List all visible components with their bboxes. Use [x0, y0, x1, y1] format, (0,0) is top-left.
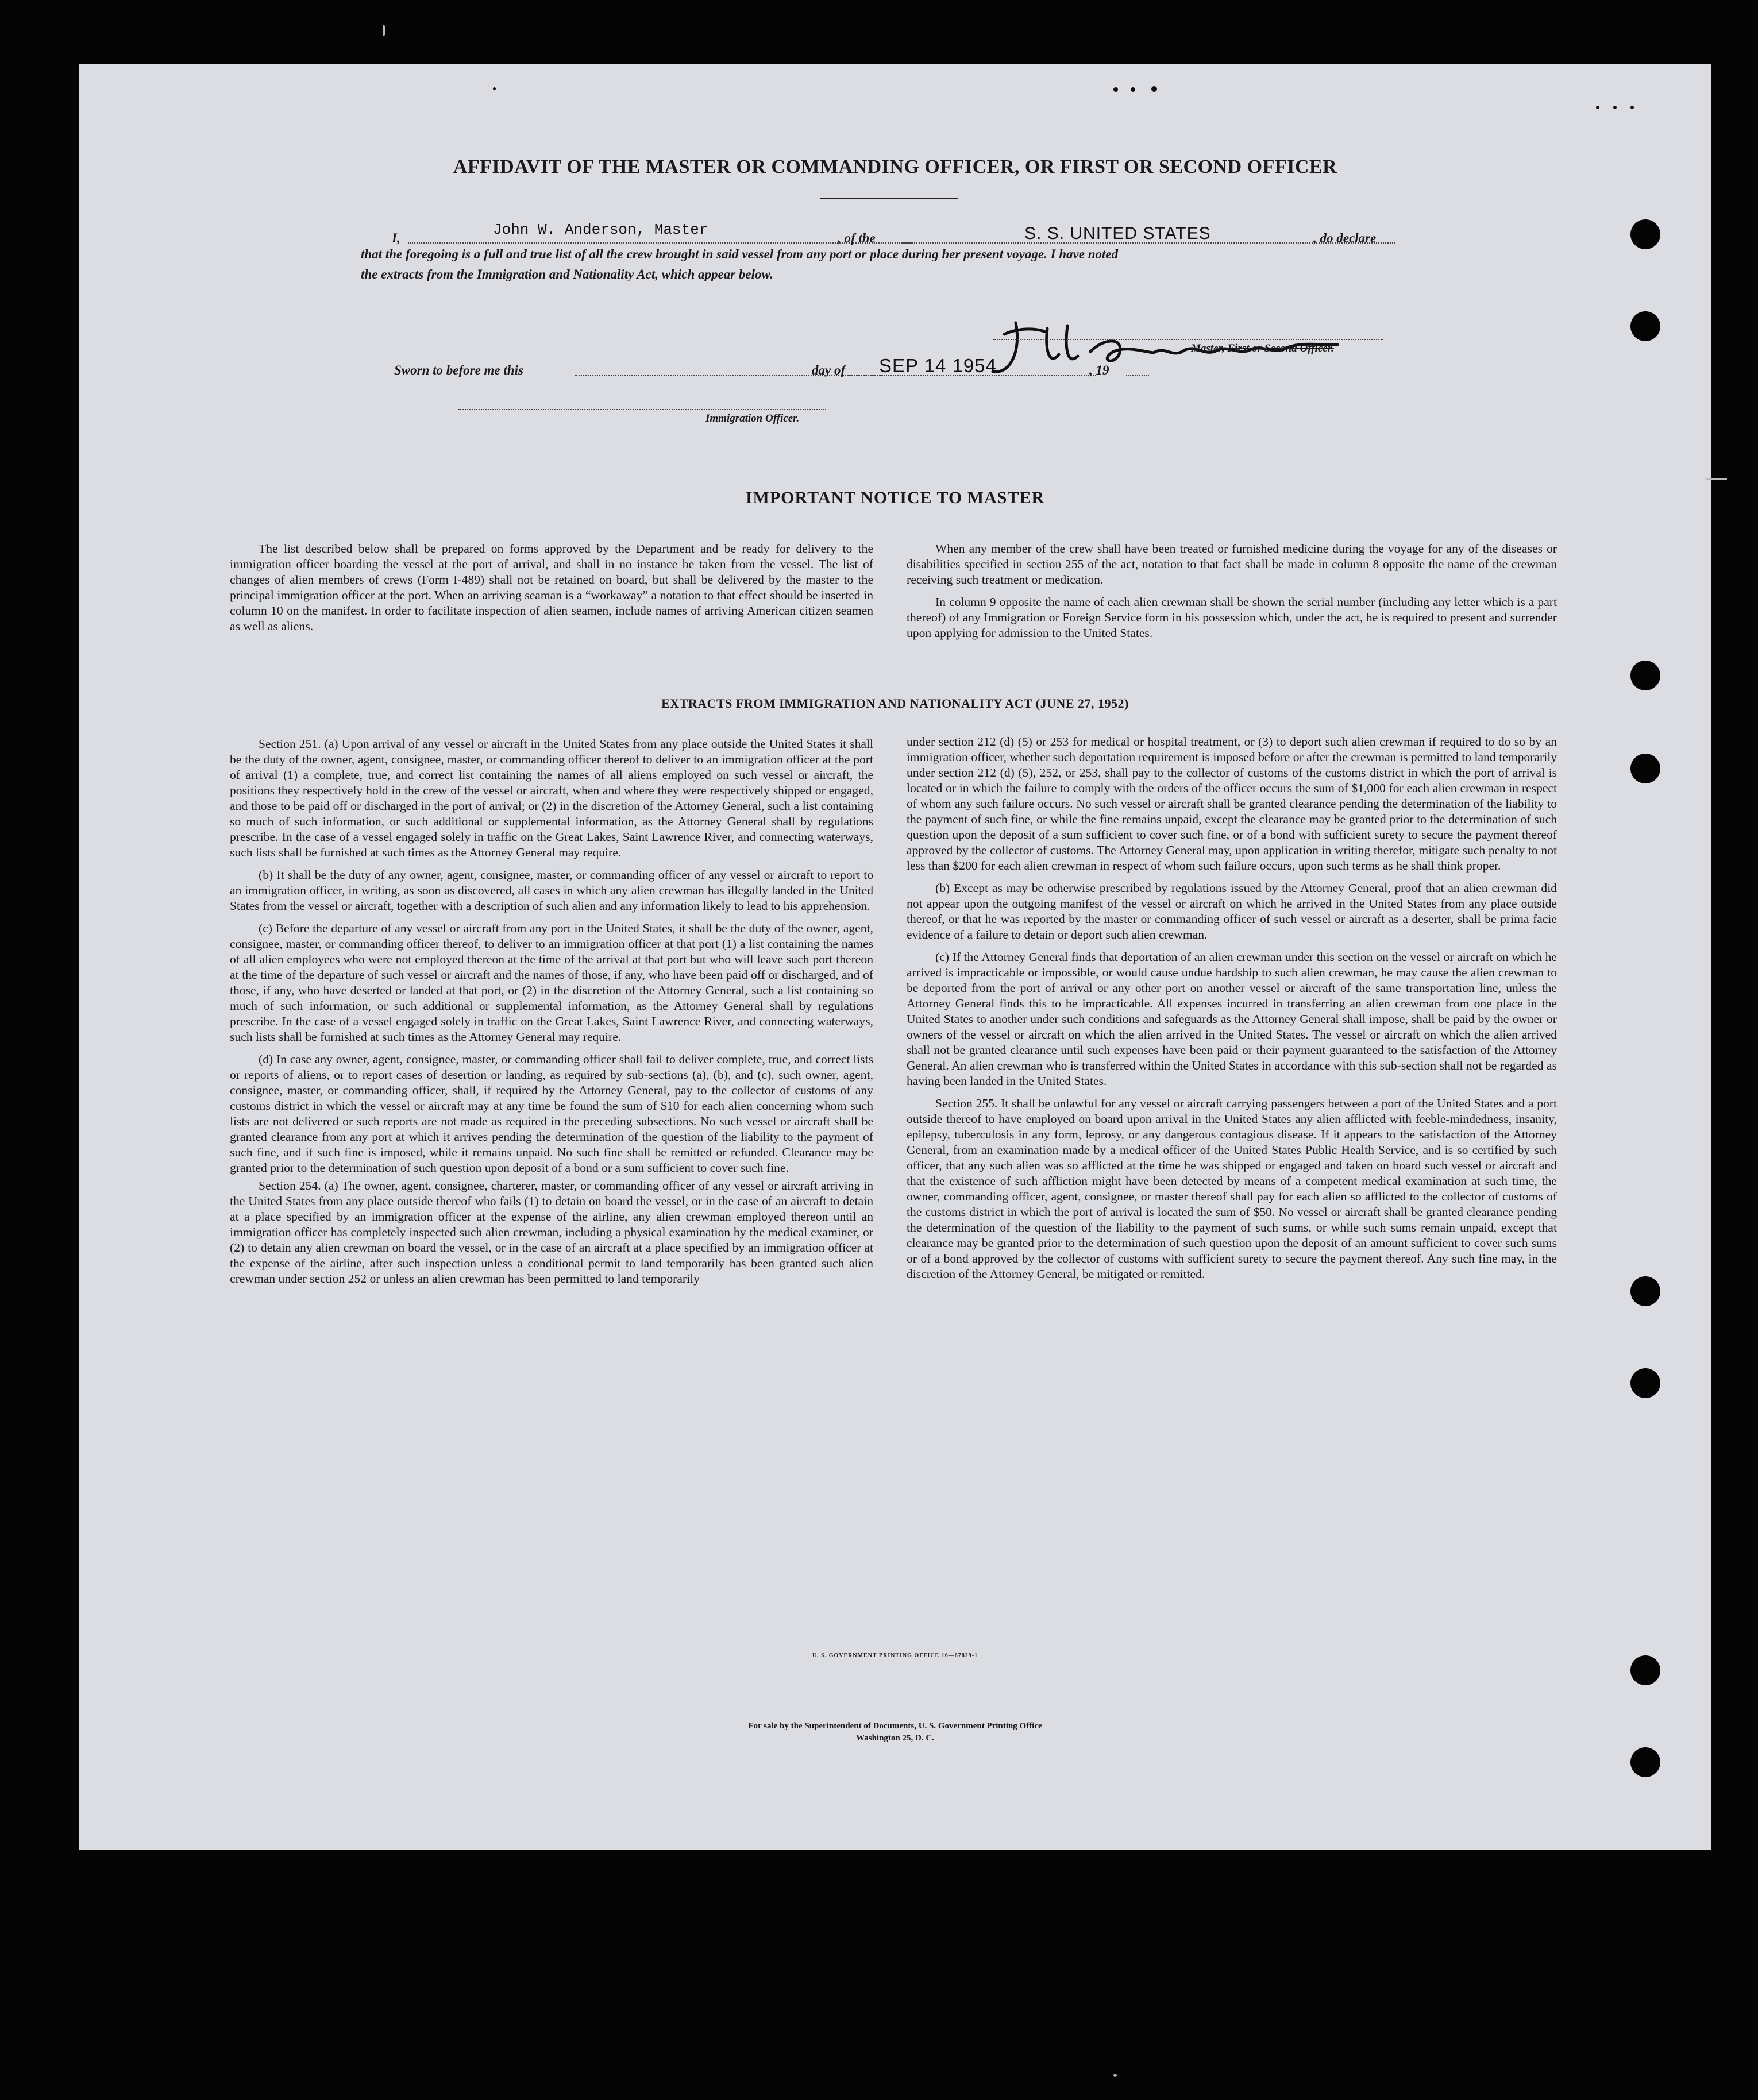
sworn-label: Sworn to before me this [394, 363, 523, 377]
speck [1113, 2074, 1117, 2077]
date-stamp: SEP 14 1954 [879, 355, 997, 376]
extract-paragraph: (b) Except as may be otherwise prescribed by regulations issued by the Attorney General, proof that an alien crewman did not appear upon the outgoing manifest of the vessel or aircraft on which he arrived in the United States from any place outside thereof, or that he was reported by the master or commanding officer of such vessel or aircraft as a deserter, shall be prima facie evidence of a failure to detain or deport such alien crewman. [907, 881, 1557, 941]
punch-hole [1630, 1655, 1660, 1685]
master-name: John W. Anderson, Master [493, 221, 708, 238]
sale-line-2: Washington 25, D. C. [856, 1734, 934, 1743]
speck [1596, 106, 1599, 109]
i-label: I, [392, 231, 400, 245]
year-label: , 19 [1089, 363, 1109, 377]
extract-paragraph: under section 212 (d) (5) or 253 for medical or hospital treatment, or (3) to deport such alien crewman if required to do so by an immigration officer, whether such deportation requirement is imposed before or after the crewman is permitted to land temporarily under section 212 (d) (5), 252, or 253, shall pay to the collector of customs of the customs district in which the port of arrival is located or in which the failure to comply with the orders of the officer occurs the sum of $1,000 for each alien crewman in respect of whom any such failure occurs. No such vessel or aircraft shall be granted clearance pending the determination of the liability to the payment of such fine, or while the fine remains unpaid, except the clearance may be granted prior to the determination of such question upon the deposit of a sum sufficient to cover such fine, or of a bond with sufficient surety to secure the payment thereof approved by the collector of customs. The Attorney General may, upon application in writing therefor, mitigate such penalty to not less than $200 for each alien crewman in respect of whom such failure occurs, upon such terms as he shall think proper. [907, 735, 1557, 873]
declaration-line-1: that the foregoing is a full and true list of all the crew brought in said vessel from any port or place during her present voyage. I have noted [361, 247, 1119, 261]
punch-hole [1630, 311, 1660, 341]
printing-office-line: U. S. GOVERNMENT PRINTING OFFICE 16—67829-1 [812, 1653, 978, 1659]
punch-hole [1630, 219, 1660, 249]
extract-paragraph: (d) In case any owner, agent, consignee, master, or commanding officer shall fail to deliver complete, true, and correct lists or reports of aliens, or to report cases of desertion or landing, as required by sub-sections (a), (b), and (c), such owner, agent, consignee, master, or commanding officer, shall, if required by the Attorney General, pay to the collector of customs of any customs district in which the vessel or aircraft may at any time be found the sum of $10 for each alien concerning whom such lists are not delivered or such reports are not made as required in the preceding subsections. No such vessel or aircraft shall be granted clearance from any port at which it arrives pending the determination of the question of the liability to the payment of such fine, and if such fine is imposed, while it remains unpaid. No such fine shall be remitted or refunded. Clearance may be granted prior to the determination of such question upon deposit of a bond or a sum sufficient to cover such fine. [230, 1052, 873, 1175]
extracts-right-column [907, 734, 1557, 1282]
sale-line-1: For sale by the Superintendent of Documents, U. S. Government Printing Office [748, 1721, 1042, 1731]
extract-paragraph: (c) If the Attorney General finds that deportation of an alien crewman under this section on the vessel or aircraft on which he arrived is impracticable or impossible, or would cause undue hardship to such alien crewman, he may cause the alien crewman to be deported from the port of arrival or any other port on another vessel or aircraft of the same transportation line, unless the Attorney General finds this to be impracticable. All expenses incurred in transferring an alien crewman from one place in the United States to another under such conditions and safeguards as the Attorney General shall impose, shall be paid by the owner or owners of the vessel or aircraft on which the alien arrived in the United States. The vessel or aircraft on which the alien arrived shall not be granted clearance until such expenses have been paid or their payment guaranteed to the satisfaction of the Attorney General. An alien crewman who is transferred within the United States in accordance with this sub-section shall not be regarded as having been landed in the United States. [907, 950, 1557, 1088]
extract-paragraph: (c) Before the departure of any vessel or aircraft from any port in the United States, it shall be the duty of the owner, agent, consignee, master, or commanding officer thereof, to deliver to an immigration officer at that port (1) a list containing the names of all alien employees who were not employed thereon at the time of the arrival at that port but who will leave such port thereon at the time of the departure of such vessel or aircraft and the names of those, if any, who have been paid off or discharged, and of those, if any, who have deserted or landed at that port, or (2) in the discretion of the Attorney General, such a list containing so much of such information, or such additional or supplemental information, as the Attorney General shall by regulations prescribe. In the case of a vessel engaged solely in traffic on the Great Lakes, Saint Lawrence River, and connecting waterways, such lists shall be furnished at such times as the Attorney General may require. [230, 921, 873, 1044]
extract-paragraph: (b) It shall be the duty of any owner, agent, consignee, master, or commanding officer of any vessel or aircraft to report to an immigration officer, in writing, as soon as discovered, all cases in which any alien crewman has illegally landed in the United States from the vessel or aircraft, together with a description of such alien and any information likely to lead to his apprehension. [230, 868, 873, 913]
speck [1113, 87, 1118, 92]
form-title: AFFIDAVIT OF THE MASTER OR COMMANDING OFFICER, OR FIRST OR SECOND OFFICER [453, 156, 1337, 177]
signature-role-struck: First or Second Officer. [1227, 342, 1334, 354]
notice-paragraph: When any member of the crew shall have been treated or furnished medicine during the voyage for any of the diseases or disabilities specified in section 255 of the act, notation to that fact shall be made in column 8 opposite the name of the crewman receiving such treatment or medication. [907, 542, 1557, 586]
speck [1630, 106, 1634, 109]
extract-paragraph: Section 254. (a) The owner, agent, consignee, charterer, master, or commanding officer of any vessel or aircraft arriving in the United States from any place outside thereof who fails (1) to detain on board the vessel, or in the case of an aircraft to detain at a place specified by an immigration officer at the expense of the airline, any alien crewman employed thereon until an immigration officer has completely inspected such alien crewman, including a physical examination by the medical examiner, or (2) to detain any alien crewman on board the vessel, or in the case of an aircraft at a place specified by an immigration officer at the expense of the airline, after such inspection unless a conditional permit to land temporarily has been granted such alien crewman under section 252 or unless an alien crewman has been permitted to land temporarily [230, 1179, 873, 1286]
punch-hole [1630, 754, 1660, 783]
notice-paragraph: The list described below shall be prepared on forms approved by the Department and be ready for delivery to the immigration officer boarding the vessel at the port of arrival, and shall in no instance be taken from the vessel. The list of changes of alien members of crews (Form I-489) shall not be retained on board, but shall be delivered by the master to the principal immigration officer at the port. When an arriving seaman is a “workaway” a notation to that effect should be inserted in column 10 on the manifest. In order to facilitate inspection of alien seamen, include names of arriving American citizen seamen as well as aliens. [230, 542, 873, 633]
speck [493, 87, 496, 90]
form-sheet [79, 64, 1711, 1850]
of-the-label: , of the [838, 231, 876, 245]
speck [1151, 86, 1157, 92]
signature-role [1191, 342, 1334, 355]
signature-role-printed: Master, [1191, 342, 1225, 354]
notice-heading: IMPORTANT NOTICE TO MASTER [745, 488, 1045, 507]
punch-hole [1630, 661, 1660, 690]
punch-hole [1630, 1747, 1660, 1777]
title-rule [820, 198, 958, 199]
speck [1613, 106, 1617, 109]
speck [1706, 478, 1727, 480]
punch-hole [1630, 1276, 1660, 1306]
notice-paragraph: In column 9 opposite the name of each alien crewman shall be shown the serial number (including any letter which is a part thereof) of any Immigration or Foreign Service form in his possession which, under the act, he is required to present and surrender upon applying for admission to the United States. [907, 595, 1557, 640]
vessel-name: S. S. UNITED STATES [1024, 224, 1211, 243]
signature-line [993, 339, 1383, 340]
notice-right-column [907, 541, 1557, 641]
extracts-left-column [230, 736, 873, 1287]
officer-label: Immigration Officer. [705, 412, 800, 424]
speck [1131, 87, 1135, 92]
extract-paragraph: Section 255. It shall be unlawful for any vessel or aircraft carrying passengers between a port of the United States and a port outside thereof to have employed on board upon arrival in the United States any alien afflicted with feeble-mindedness, insanity, epilepsy, tuberculosis in any form, leprosy, or any dangerous contagious disease. If it appears to the satisfaction of the Attorney General, from an examination made by a medical officer of the United States Public Health Service, and is so certified by such officer, that any such alien was so afflicted at the time he was shipped or engaged and taken on board such vessel or aircraft and that the existence of such affliction might have been detected by means of a competent medical examination at such time, the owner, commanding officer, agent, consignee, or master thereof shall pay for each alien so afflicted to the collector of customs of the customs district in which the port of arrival is located the sum of $50. No vessel or aircraft shall be granted clearance pending the determination of the question of the liability to the payment of such sums, or while such sums remain unpaid, except that clearance may be granted prior to the determination of such question upon the deposit of an amount sufficient to cover such sums or of a bond approved by the collector of customs with sufficient surety to secure the payment thereof. Any such fine may, in the discretion of the Attorney General, be mitigated or remitted. [907, 1097, 1557, 1281]
notice-left-column [230, 541, 873, 634]
extract-paragraph: Section 251. (a) Upon arrival of any vessel or aircraft in the United States from any place outside the United States it shall be the duty of the owner, agent, consignee, master, or commanding officer thereof to deliver to an immigration officer at the port of arrival (1) a complete, true, and correct list containing the names of all aliens employed on such vessel or aircraft, the positions they respectively hold in the crew of the vessel or aircraft, when and where they were respectively shipped or engaged, and those to be paid off or discharged in the port of arrival; or (2) in the discretion of the Attorney General, such a list containing so much of such information, or such additional or supplemental information, as the Attorney General shall by regulations prescribe. In the case of a vessel engaged solely in traffic on the Great Lakes, Saint Lawrence River, and connecting waterways, such lists shall be furnished at such times as the Attorney General may require. [230, 737, 873, 859]
officer-signature-line [458, 409, 826, 410]
extracts-heading: EXTRACTS FROM IMMIGRATION AND NATIONALITY ACT (JUNE 27, 1952) [661, 696, 1129, 711]
declaration-line-2: the extracts from the Immigration and Nationality Act, which appear below. [361, 267, 773, 281]
year-line [1126, 375, 1149, 376]
speck [383, 25, 385, 36]
punch-hole [1630, 1368, 1660, 1398]
day-of-label: day of [812, 363, 846, 377]
do-declare-label: , do declare [1313, 231, 1377, 245]
